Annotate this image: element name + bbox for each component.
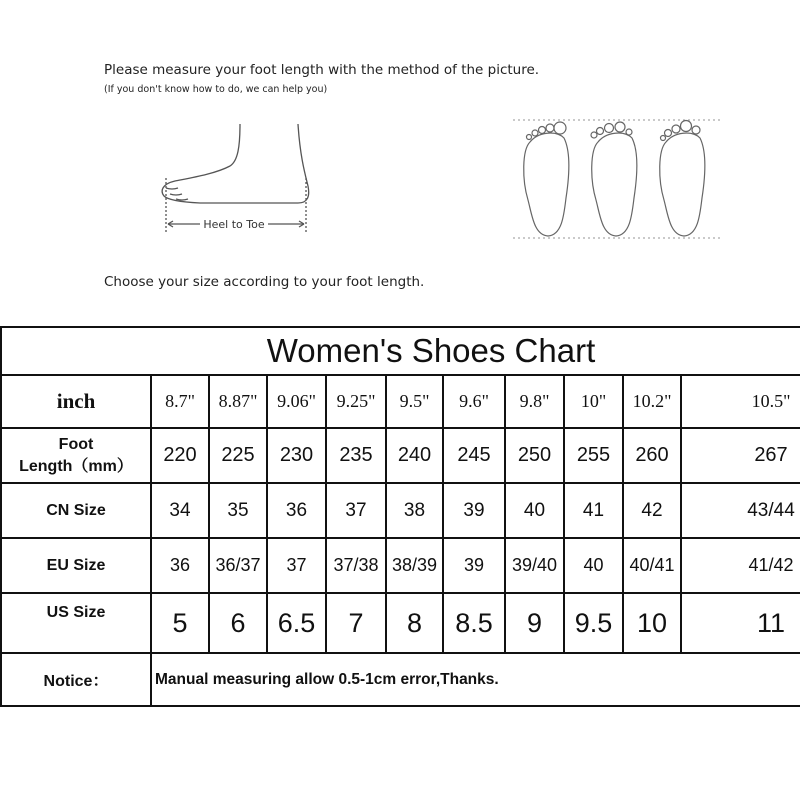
eu-size-cell: 37/38 — [326, 538, 386, 593]
us-size-cell: 5 — [151, 593, 209, 653]
womens-shoes-size-chart — [0, 326, 800, 707]
us-size-row — [1, 593, 800, 653]
heel-to-toe-label: Heel to Toe — [203, 218, 265, 231]
us-size-row-label: US Size — [1, 593, 151, 653]
notice-text: Manual measuring allow 0.5-1cm error,Thanks. — [151, 653, 800, 706]
cn-size-cell: 35 — [209, 483, 267, 538]
inch-cell: 9.25" — [326, 375, 386, 428]
foot-length-cell: 225 — [209, 428, 267, 483]
choose-size-instruction: Choose your size according to your foot length. — [104, 274, 425, 290]
foot-length-cell: 260 — [623, 428, 681, 483]
us-size-cell: 11 — [681, 593, 800, 653]
cn-size-cell: 38 — [386, 483, 443, 538]
us-size-cell: 8.5 — [443, 593, 505, 653]
us-size-cell: 9.5 — [564, 593, 623, 653]
inch-cell: 10.5" — [681, 375, 800, 428]
cn-size-cell: 37 — [326, 483, 386, 538]
eu-size-row — [1, 538, 800, 593]
inch-cell: 9.5" — [386, 375, 443, 428]
us-size-cell: 9 — [505, 593, 564, 653]
eu-size-cell: 37 — [267, 538, 326, 593]
foot-length-cell: 267 — [681, 428, 800, 483]
inch-row — [1, 375, 800, 428]
inch-cell: 9.06" — [267, 375, 326, 428]
inch-cell: 10.2" — [623, 375, 681, 428]
us-size-cell: 6 — [209, 593, 267, 653]
cn-size-cell: 40 — [505, 483, 564, 538]
cn-size-cell: 34 — [151, 483, 209, 538]
us-size-cell: 8 — [386, 593, 443, 653]
notice-row — [1, 653, 800, 706]
foot-length-row-label — [1, 428, 151, 483]
eu-size-cell: 39 — [443, 538, 505, 593]
foot-label-line1: Foot — [58, 435, 94, 453]
eu-size-row-label: EU Size — [1, 538, 151, 593]
us-size-cell: 6.5 — [267, 593, 326, 653]
cn-size-cell: 41 — [564, 483, 623, 538]
eu-size-cell: 38/39 — [386, 538, 443, 593]
cn-size-cell: 43/44 — [681, 483, 800, 538]
cn-size-row-label: CN Size — [1, 483, 151, 538]
us-size-cell: 7 — [326, 593, 386, 653]
foot-label-line2: Length（mm） — [19, 457, 133, 475]
foot-length-cell: 255 — [564, 428, 623, 483]
eu-size-cell: 39/40 — [505, 538, 564, 593]
inch-cell: 10" — [564, 375, 623, 428]
foot-length-cell: 240 — [386, 428, 443, 483]
foot-length-cell: 230 — [267, 428, 326, 483]
inch-cell: 9.8" — [505, 375, 564, 428]
foot-length-cell: 250 — [505, 428, 564, 483]
footprint-shapes-illustration — [508, 110, 728, 245]
cn-size-row — [1, 483, 800, 538]
cn-size-cell: 42 — [623, 483, 681, 538]
foot-side-view-illustration — [150, 116, 320, 241]
eu-size-cell: 41/42 — [681, 538, 800, 593]
notice-label: Notice： — [1, 653, 151, 706]
foot-length-cell: 235 — [326, 428, 386, 483]
cn-size-cell: 39 — [443, 483, 505, 538]
foot-length-cell: 245 — [443, 428, 505, 483]
us-size-cell: 10 — [623, 593, 681, 653]
foot-length-row — [1, 428, 800, 483]
inch-row-label: inch — [1, 375, 151, 428]
inch-cell: 8.87" — [209, 375, 267, 428]
help-note: (If you don't know how to do, we can help you) — [104, 84, 328, 95]
inch-cell: 8.7" — [151, 375, 209, 428]
measure-instruction: Please measure your foot length with the method of the picture. — [104, 62, 540, 78]
eu-size-cell: 40 — [564, 538, 623, 593]
eu-size-cell: 36/37 — [209, 538, 267, 593]
inch-cell: 9.6" — [443, 375, 505, 428]
foot-length-cell: 220 — [151, 428, 209, 483]
eu-size-cell: 36 — [151, 538, 209, 593]
chart-title: Women's Shoes Chart — [1, 327, 800, 375]
cn-size-cell: 36 — [267, 483, 326, 538]
eu-size-cell: 40/41 — [623, 538, 681, 593]
